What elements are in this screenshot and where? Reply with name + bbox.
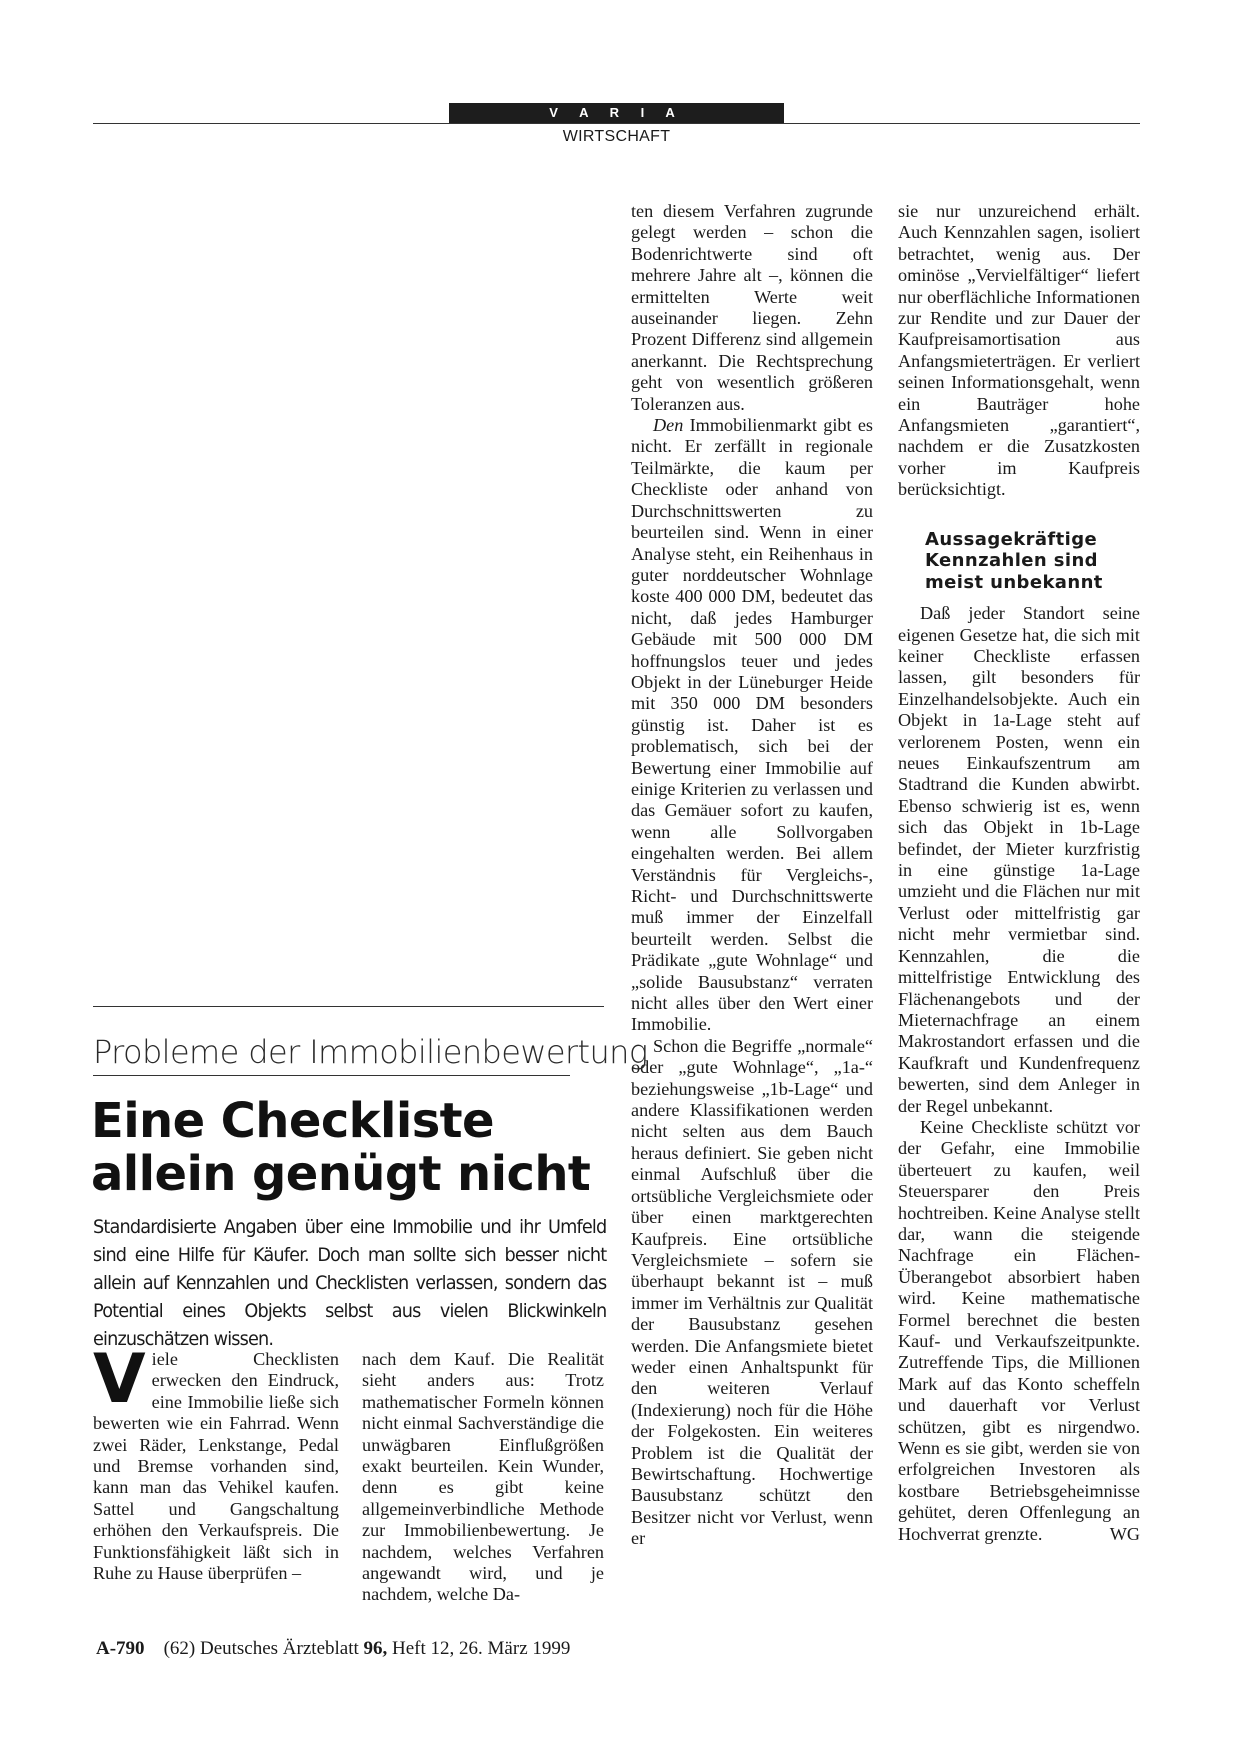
kicker-rule xyxy=(93,1006,604,1007)
author-signature: WG xyxy=(1109,1523,1140,1544)
article-kicker: Probleme der Immobilienbewertung xyxy=(93,1033,648,1071)
journal-volume: 96, xyxy=(363,1638,388,1659)
section-label: V A R I A xyxy=(449,103,784,123)
paragraph: sie nur unzureichend erhält. Auch Kennzahlen sagen, isoliert betrachtet, wenig aus. Der ominöse „Vervielfältiger“ liefert nur oberflächliche Informationen zur Rendite und zur Dauer der Kaufpreisamortisation aus Anfangsmieterträgen. Er verliert seinen Informationsgehalt, wenn ein Bauträger hohe Anfangsmieten „garantiert“, nachdem er die Zusatzkosten vorher im Kaufpreis berücksichtigt. xyxy=(898,201,1140,500)
section-sublabel: WIRTSCHAFT xyxy=(562,128,671,145)
kicker-underline xyxy=(93,1075,570,1076)
paragraph-text: iele Checklisten erwecken den Eindruck, eine Immobilie ließe sich bewerten wie ein Fahrrad. Wenn zwei Räder, Lenkstange, Pedal und Bremse vorhanden sind, kann man das Vehikel kaufen. Sattel und Gangschaltung erhöhen den Verkaufspreis. Die Funktionsfähigkeit läßt sich in Ruhe zu Hause überprüfen – xyxy=(93,1349,339,1584)
paragraph-text: Immobilienmarkt gibt es nicht. Er zerfällt in regionale Teilmärkte, die kaum per Checkliste oder anhand von Durchschnittswerten zu beurteilen sind. Wenn in einer Analyse steht, ein Reihenhaus in guter norddeutscher Wohnlage koste 400 000 DM, bedeutet das nicht, daß jedes Hamburger Gebäude mit 500 000 DM hoffnungslos teuer und jedes Objekt in der Lüneburger Heide mit 350 000 DM besonders günstig ist. Daher ist es problematisch, sich bei der Bewertung einer Immobilie auf einige Kriterien zu verlassen und das Gemäuer sofort zu kaufen, wenn alle Sollvorgaben eingehalten werden. Bei allem Verständnis für Vergleichs-, Richt- und Durchschnittswerte muß immer der Einzelfall beurteilt werden. Selbst die Prädikate „gute Wohnlage“ und „solide Bausubstanz“ verraten nicht alles über den Wert einer Immobilie. xyxy=(631,415,873,1035)
drop-cap: V xyxy=(93,1340,146,1419)
paragraph: nach dem Kauf. Die Realität sieht anders aus: Trotz mathematischer Formeln können nicht einmal Sachverständige die unwägbaren Einflußgrößen exakt beurteilen. Kein Wunder, denn es gibt keine allgemeinverbindliche Methode zur Immobilienbewertung. Je nachdem, welches Verfahren angewandt wird, und je nachdem, welche Da- xyxy=(362,1349,604,1605)
subheading: Aussagekräftige Kennzahlen sind meist unbekannt xyxy=(925,528,1103,593)
page-number: A-790 xyxy=(96,1638,145,1659)
paragraph: Daß jeder Standort seine eigenen Gesetze hat, die sich mit keiner Checkliste erfassen lassen, gilt besonders für Einzelhandelsobjekte. Auch ein Objekt in 1a-Lage steht auf verlorenem Posten, wenn ein neues Einkaufszentrum am Stadtrand die Kunden abwirbt. Ebenso schwierig ist es, wenn sich das Objekt in 1b-Lage befindet, der Mieter kurzfristig in eine günstige 1a-Lage umzieht und die Flächen nur mit Verlust oder mittelfristig gar nicht mehr vermietbar sind. Kennzahlen, die die mittelfristige Entwicklung des Flächenangebots und der Mieternachfrage an einem Makrostandort erfassen und die Kaufkraft und Kundenfrequenz bewerten, sind dem Anleger in der Regel unbekannt. xyxy=(898,603,1140,1116)
article-column-2 xyxy=(362,1349,604,1606)
article-column-3 xyxy=(631,201,873,1550)
article-lead: Standardisierte Angaben über eine Immobilie und ihr Umfeld sind eine Hilfe für Käufer. Doch man sollte sich besser nicht allein auf Kennzahlen und Checklisten verlassen, sondern das Potential eines Objekts selbst aus vielen Blickwinkeln einzuschätzen wissen. xyxy=(93,1216,607,1350)
paragraph-text: Keine Checkliste schützt vor der Gefahr, eine Immobilie überteuert zu kaufen, weil Steuersparer den Preis hochtreiben. Keine Analyse stellt dar, wann die steigende Nachfrage ein Flächen-Überangebot absorbiert haben wird. Keine mathematische Formel berechnet die besten Kauf- und Verkaufszeitpunkte. Zutreffende Tips, die Millionen Mark auf das Konto scheffeln und dauerhaft vor Verlust schützen, gibt es nirgendwo. Wenn es sie gibt, werden sie von erfolgreichen Investoren als kostbare Betriebsgeheimnisse gehütet, deren Offenlegung an Hochverrat grenzte. xyxy=(898,1116,1140,1544)
journal-issue: Heft 12, 26. März 1999 xyxy=(392,1638,571,1659)
headline-line: Eine Checkliste xyxy=(91,1093,494,1149)
paragraph xyxy=(631,415,873,1036)
article-column-1 xyxy=(93,1340,339,1584)
emphasis: Den xyxy=(653,415,684,436)
article-headline xyxy=(91,1095,611,1201)
headline-line: allein genügt nicht xyxy=(91,1146,591,1202)
paragraph xyxy=(93,1340,339,1584)
journal-citation: (62) Deutsches Ärzteblatt xyxy=(163,1638,359,1659)
paragraph xyxy=(898,1117,1140,1545)
paragraph: ten diesem Verfahren zugrunde gelegt werden – schon die Bodenrichtwerte sind oft mehrere Jahre alt –, können die ermittelten Werte weit auseinander liegen. Zehn Prozent Differenz sind allgemein anerkannt. Die Rechtsprechung geht von wesentlich größeren Toleranzen aus. xyxy=(631,201,873,414)
article-column-4 xyxy=(898,201,1140,1545)
paragraph: Schon die Begriffe „normale“ oder „gute Wohnlage“, „1a-“ beziehungsweise „1b-Lage“ und andere Klassifikationen werden nicht selten aus dem Bauch heraus definiert. Sie geben nicht einmal Aufschluß über die ortsübliche Vergleichsmiete oder über einen marktgerechten Kaufpreis. Eine ortsübliche Vergleichsmiete – sofern sie überhaupt bekannt ist – muß immer im Verhältnis zur Qualität der Bausubstanz gesehen werden. Die Anfangsmiete bietet weder einen Anhaltspunkt für den weiteren Verlauf (Indexierung) noch für die Höhe der Folgekosten. Ein weiteres Problem ist die Qualität der Bewirtschaftung. Hochwertige Bausubstanz schützt den Besitzer nicht vor Verlust, wenn er xyxy=(631,1035,873,1549)
page-footer xyxy=(96,1638,570,1660)
header-rule xyxy=(93,123,1140,124)
